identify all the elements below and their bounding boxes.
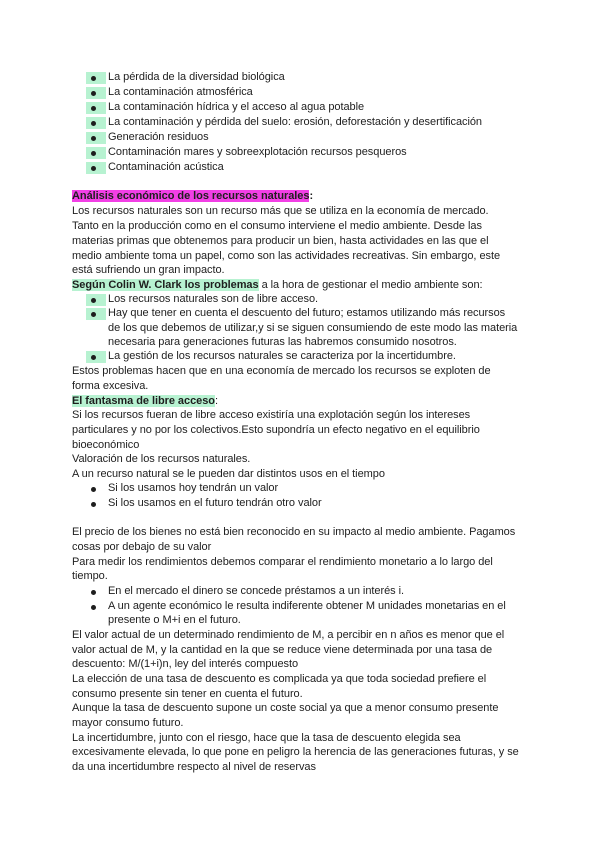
paragraph-line: valor actual de M, y la cantidad en la que se reduce viene determinada por una tasa de	[72, 644, 493, 656]
bullet-icon	[91, 106, 96, 111]
paragraph-line: La incertidumbre, junto con el riesgo, hace que la tasa de descuento elegida sea	[72, 732, 461, 744]
bullet-icon	[91, 76, 96, 81]
list-item-continuation: presente o M+i en el futuro.	[108, 614, 241, 626]
list-item: Contaminación acústica	[108, 161, 224, 173]
bullet-highlight	[86, 294, 106, 306]
bullet-icon	[91, 298, 96, 303]
paragraph-line: particulares y no por los colectivos.Esto supondría un efecto negativo en el equilibrio	[72, 424, 480, 436]
paragraph-line: medio ambiente toma un papel, como son las actividades recreativas. Sin embargo, este	[72, 250, 501, 262]
paragraph-line: Aunque la tasa de descuento supone un coste social ya que a menor consumo presente	[72, 702, 499, 714]
list-item: Contaminación mares y sobreexplotación recursos pesqueros	[108, 146, 407, 158]
paragraph-line: Valoración de los recursos naturales.	[72, 453, 251, 465]
bullet-icon	[91, 151, 96, 156]
list-item: Los recursos naturales son de libre acceso.	[108, 293, 319, 305]
bullet-icon	[91, 121, 96, 126]
paragraph-line: está sufriendo un gran impacto.	[72, 264, 225, 276]
list-item: La pérdida de la diversidad biológica	[108, 71, 285, 83]
paragraph-line: Los recursos naturales son un recurso más que se utiliza en la economía de mercado.	[72, 205, 489, 217]
section-heading: El fantasma de libre acceso:	[72, 395, 218, 407]
paragraph-line: La elección de una tasa de descuento es complicada ya que toda sociedad prefiere el	[72, 673, 487, 685]
bullet-highlight	[86, 102, 106, 114]
clark-heading: Según Colin W. Clark los problemas a la hora de gestionar el medio ambiente son:	[72, 279, 483, 291]
list-item: Generación residuos	[108, 131, 209, 143]
bullet-highlight	[86, 132, 106, 144]
paragraph-line: Si los recursos fueran de libre acceso existiría una explotación según los intereses	[72, 409, 471, 421]
paragraph-line: tiempo.	[72, 570, 108, 582]
list-item-continuation: necesaria para generaciones futuras las habremos consumido nosotros.	[108, 336, 457, 348]
bullet-icon	[91, 502, 96, 507]
heading-fantasma: El fantasma de libre acceso	[72, 395, 215, 407]
bullet-highlight	[86, 72, 106, 84]
list-item: Si los usamos en el futuro tendrán otro valor	[108, 497, 322, 509]
bullet-icon	[91, 590, 96, 595]
bullet-icon	[91, 136, 96, 141]
paragraph-line: consumo presente sin tener en cuenta el futuro.	[72, 688, 303, 700]
list-item: La contaminación y pérdida del suelo: erosión, deforestación y desertificación	[108, 116, 482, 128]
bullet-icon	[91, 166, 96, 171]
paragraph-line: descuento: M/(1+i)n, ley del interés compuesto	[72, 658, 299, 670]
bullet-highlight	[86, 308, 106, 320]
bullet-icon	[91, 355, 96, 360]
paragraph-line: A un recurso natural se le pueden dar distintos usos en el tiempo	[72, 468, 385, 480]
bullet-highlight	[86, 162, 106, 174]
paragraph-line: excesivamente elevada, lo que pone en peligro la herencia de las generaciones futuras, y se	[72, 746, 519, 758]
paragraph-line: El valor actual de un determinado rendimiento de M, a percibir en n años es menor que el	[72, 629, 505, 641]
list-item: La gestión de los recursos naturales se caracteriza por la incertidumbre.	[108, 350, 456, 362]
bullet-highlight	[86, 147, 106, 159]
paragraph-line: forma excesiva.	[72, 380, 149, 392]
heading-analisis: Análisis económico de los recursos naturales	[72, 190, 310, 202]
paragraph-line: mayor consumo futuro.	[72, 717, 184, 729]
list-item: A un agente económico le resulta indiferente obtener M unidades monetarias en el	[108, 600, 506, 612]
bullet-icon	[91, 312, 96, 317]
list-item: La contaminación hídrica y el acceso al agua potable	[108, 101, 365, 113]
bullet-highlight	[86, 351, 106, 363]
paragraph-line: Estos problemas hacen que en una economía de mercado los recursos se exploten de	[72, 365, 491, 377]
paragraph-line: cosas por debajo de su valor	[72, 541, 212, 553]
bullet-icon	[91, 91, 96, 96]
list-item: Hay que tener en cuenta el descuento del futuro; estamos utilizando más recursos	[108, 307, 506, 319]
bullet-highlight	[86, 87, 106, 99]
paragraph-line: da una incertidumbre respecto al nivel de reservas	[72, 761, 316, 773]
list-item: En el mercado el dinero se concede préstamos a un interés i.	[108, 585, 404, 597]
bullet-icon	[91, 487, 96, 492]
paragraph-line: Tanto en la producción como en el consumo interviene el medio ambiente. Desde las	[72, 220, 482, 232]
list-item: La contaminación atmosférica	[108, 86, 253, 98]
section-heading: Análisis económico de los recursos naturales:	[72, 190, 314, 202]
bullet-highlight	[86, 117, 106, 129]
list-item-continuation: de los que debemos de utilizar,y si se siguen consumiendo de este modo las materia	[108, 322, 518, 334]
paragraph-line: materias primas que obtenemos para producir un bien, hasta actividades en las que el	[72, 235, 489, 247]
paragraph-line: El precio de los bienes no está bien reconocido en su impacto al medio ambiente. Pagamos	[72, 526, 516, 538]
list-item: Si los usamos hoy tendrán un valor	[108, 482, 279, 494]
paragraph-line: bioeconómico	[72, 439, 140, 451]
bullet-icon	[91, 605, 96, 610]
paragraph-line: Para medir los rendimientos debemos comparar el rendimiento monetario a lo largo del	[72, 556, 493, 568]
